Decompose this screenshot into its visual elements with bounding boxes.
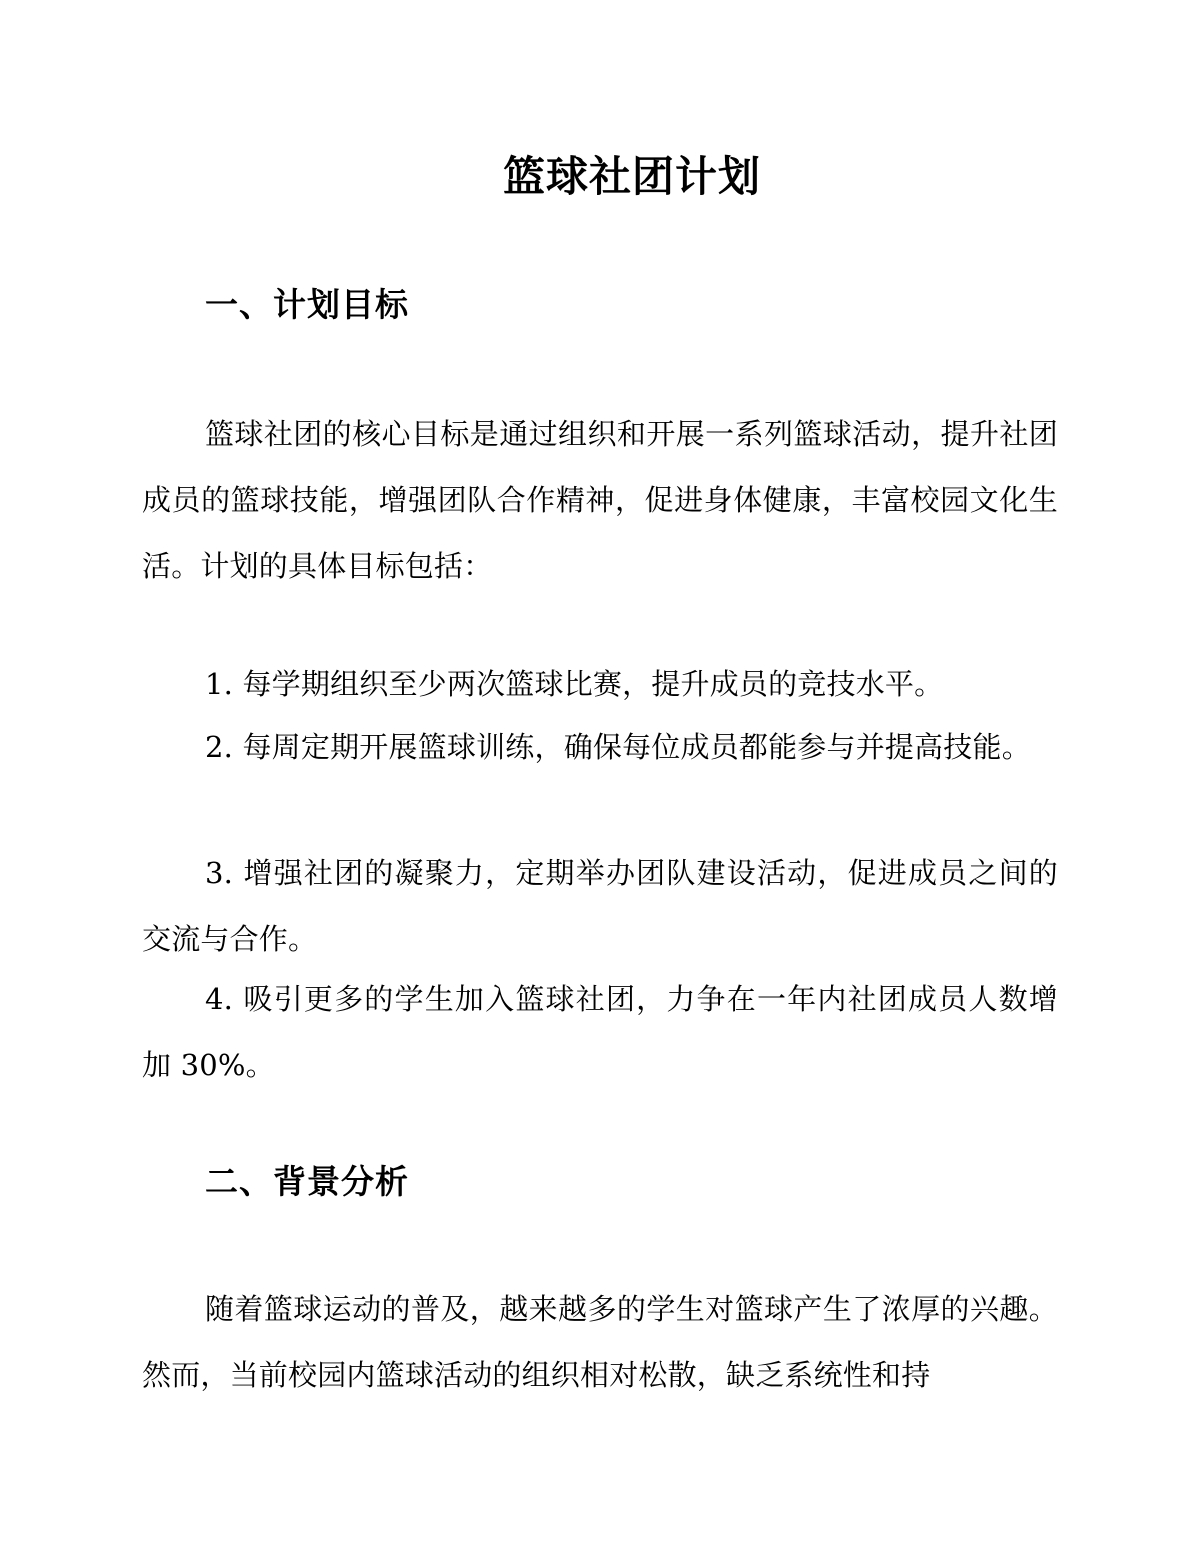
section-heading-plan-goals: 一、计划目标: [205, 285, 409, 324]
section-plan-goals-intro: 篮球社团的核心目标是通过组织和开展一系列篮球活动，提升社团成员的篮球技能，增强团队合作精神，促进身体健康，丰富校园文化生活。计划的具体目标包括：: [142, 417, 1058, 583]
goal-item-2: 2. 每周定期开展篮球训练，确保每位成员都能参与并提高技能。: [205, 730, 1031, 764]
section-heading-background-analysis: 二、背景分析: [205, 1162, 409, 1201]
document-title: 篮球社团计划: [502, 152, 761, 201]
goal-item-1: 1. 每学期组织至少两次篮球比赛，提升成员的竞技水平。: [205, 667, 944, 701]
section-background-analysis-intro: 随着篮球运动的普及，越来越多的学生对篮球产生了浓厚的兴趣。然而，当前校园内篮球活动的组织相对松散，缺乏系统性和持: [142, 1292, 1058, 1392]
goal-item-4: 4. 吸引更多的学生加入篮球社团，力争在一年内社团成员人数增加 30%。: [142, 982, 1058, 1082]
goal-item-3: 3. 增强社团的凝聚力，定期举办团队建设活动，促进成员之间的交流与合作。: [142, 856, 1058, 956]
